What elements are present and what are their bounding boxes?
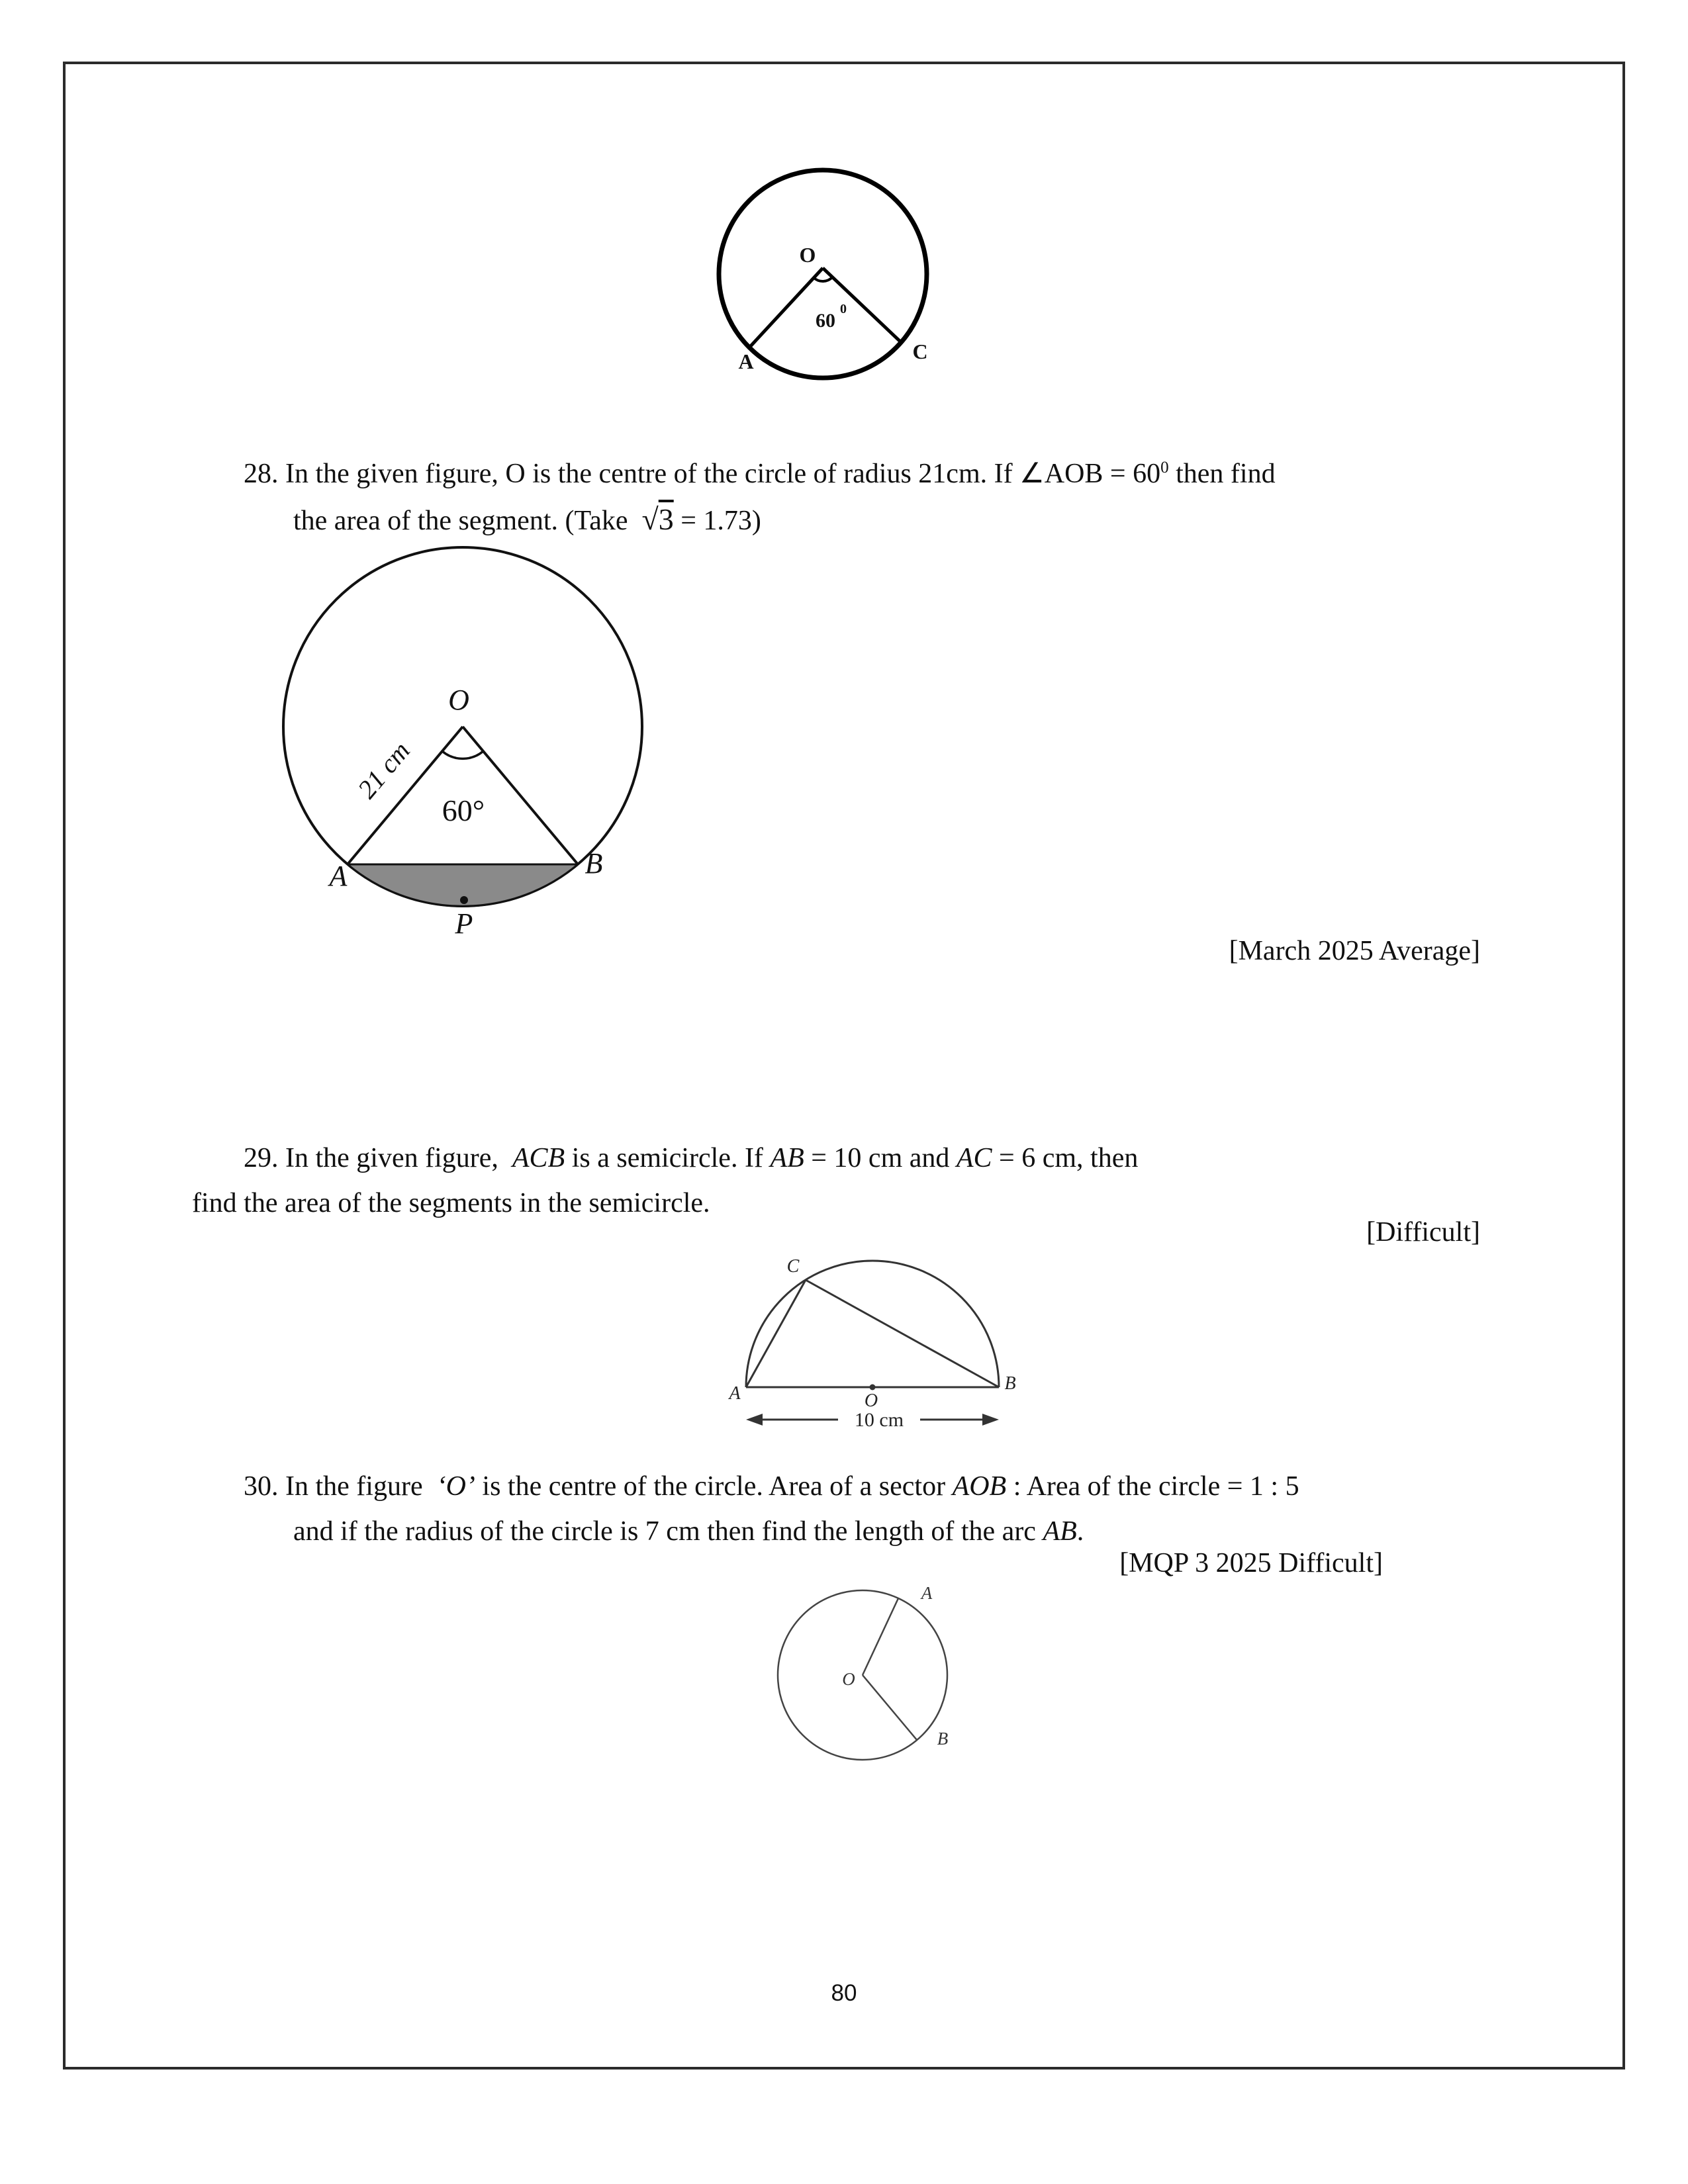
angle-arc	[442, 751, 483, 758]
q30-l1-s3: : Area of the circle = 1 : 5	[1006, 1471, 1299, 1502]
label-o: O	[864, 1390, 878, 1411]
q28-l1-superscript: 0	[1160, 459, 1169, 477]
label-a: A	[738, 349, 754, 373]
page-number: 80	[831, 1980, 857, 2006]
q30-l1-o: ‘O’	[436, 1471, 475, 1502]
angle-arc	[814, 277, 832, 281]
sqrt-radical: √	[641, 502, 659, 536]
radius-oa	[749, 268, 823, 347]
q30-l1-aob: AOB	[952, 1471, 1007, 1502]
label-angle-sup: 0	[840, 302, 847, 316]
arrowhead-right	[982, 1414, 999, 1426]
figure-q30-sector	[778, 1583, 948, 1760]
q29-l1-ac: AC	[956, 1143, 992, 1173]
point-p-dot	[460, 896, 468, 904]
figure-q28-segment	[283, 547, 642, 940]
label-o: O	[448, 684, 469, 716]
q29-l1-s2: is a semicircle. If	[565, 1143, 771, 1173]
q29-l1-acb: ACB	[512, 1143, 565, 1173]
chord-ac	[746, 1280, 806, 1387]
label-b: B	[1004, 1373, 1016, 1394]
label-p: P	[455, 907, 473, 940]
semicircle-arc	[746, 1261, 999, 1387]
q30-l1-s2: is the centre of the circle. Area of a sector	[475, 1471, 953, 1502]
label-a: A	[729, 1383, 741, 1404]
q28-l2-pre: the area of the segment. (Take	[293, 506, 642, 536]
q29-l1-s4: = 6 cm, then	[992, 1143, 1139, 1173]
q30-line1	[244, 1471, 1299, 1502]
chord-cb	[806, 1280, 999, 1387]
arrowhead-left	[746, 1414, 763, 1426]
q28-l2-post: = 1.73)	[673, 506, 761, 536]
q30-source-tag: [MQP 3 2025 Difficult]	[1119, 1548, 1383, 1578]
q28-source-tag: [March 2025 Average]	[1229, 936, 1480, 966]
label-dim: 10 cm	[854, 1409, 904, 1431]
sqrt-argument: 3	[658, 502, 674, 536]
label-a: A	[329, 860, 348, 892]
q28-line1	[244, 457, 1276, 490]
q30-line2	[293, 1516, 1084, 1547]
label-radius: 21 cm	[352, 735, 416, 804]
q28-line2	[293, 502, 761, 537]
figure-q29-semicircle	[727, 1256, 1015, 1431]
q28-l1-pre: 28. In the given figure, O is the centre of the circle of radius 21cm. If ∠AOB = 60	[244, 459, 1161, 489]
q30-l2-s1: and if the radius of the circle is 7 cm then find the length of the arc	[293, 1516, 1043, 1547]
point-o-dot	[870, 1385, 876, 1390]
label-angle: 60	[816, 310, 835, 332]
label-angle: 60°	[442, 794, 485, 827]
label-o: O	[842, 1669, 855, 1689]
label-c: C	[786, 1256, 800, 1277]
q30-l2-s2: .	[1076, 1516, 1084, 1547]
q30-l1-s1: 30. In the figure	[244, 1471, 437, 1502]
q28-l1-post: then find	[1168, 459, 1276, 489]
label-b: B	[937, 1729, 949, 1749]
q29-l1-s3: = 10 cm and	[804, 1143, 957, 1173]
q29-l1-ab: AB	[770, 1143, 804, 1173]
label-a: A	[921, 1583, 933, 1603]
q29-difficulty-tag: [Difficult]	[1366, 1217, 1480, 1248]
q29-line1	[244, 1142, 1138, 1174]
q30-l2-ab: AB	[1043, 1516, 1077, 1547]
label-c: C	[912, 340, 928, 363]
radius-ob	[863, 1675, 917, 1740]
radius-oa	[863, 1598, 898, 1675]
label-b: B	[585, 847, 603, 880]
figure-top-circle	[719, 170, 928, 378]
q29-line2: find the area of the segments in the semicircle.	[192, 1188, 710, 1218]
q29-l1-s1: 29. In the given figure,	[244, 1143, 512, 1173]
label-o: O	[799, 243, 816, 267]
